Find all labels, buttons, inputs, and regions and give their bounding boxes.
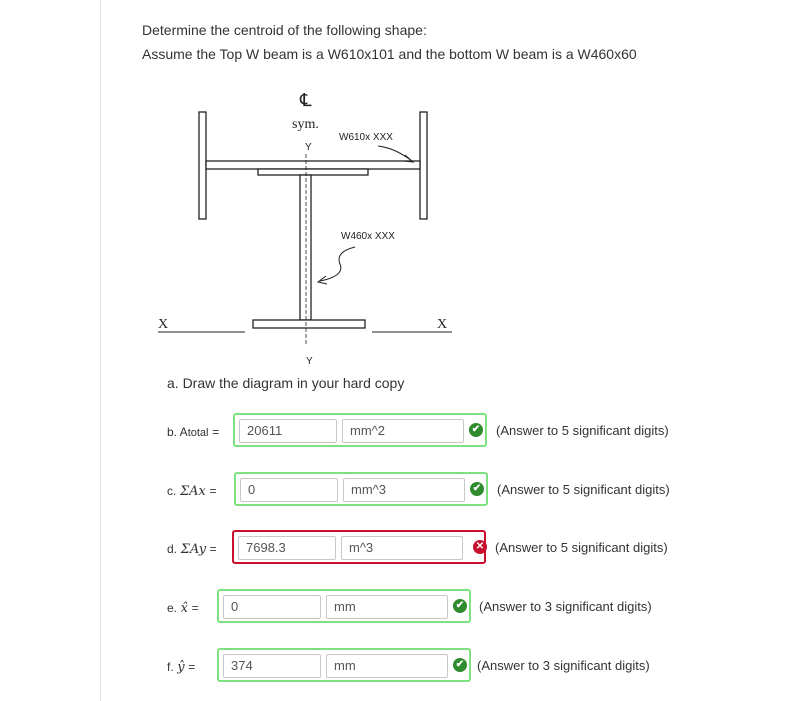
question-line-2: Assume the Top W beam is a W610x101 and the bottom W beam is a W460x60 (142, 46, 637, 62)
y-centroid-input[interactable]: 374 (223, 654, 321, 678)
area-total-hint: (Answer to 5 significant digits) (496, 423, 669, 438)
bottom-w-beam (253, 175, 365, 328)
area-total-input[interactable]: 20611 (239, 419, 337, 443)
sum-ay-unit-input[interactable]: m^3 (341, 536, 463, 560)
x-centroid-hint: (Answer to 3 significant digits) (479, 599, 652, 614)
top-beam-arrow (378, 146, 412, 161)
x-centroid-answer-box (217, 589, 471, 623)
y-centroid-label: f. ŷ = (167, 660, 196, 675)
check-icon: ✔ (469, 423, 483, 437)
part-a-instruction: a. Draw the diagram in your hard copy (167, 375, 405, 391)
x-right-label: X (437, 317, 448, 332)
sum-ax-answer-box (234, 472, 488, 506)
sym-label: sym. (292, 117, 319, 132)
x-centroid-input[interactable]: 0 (223, 595, 321, 619)
row-sum-ax (167, 472, 727, 510)
row-area-total (167, 413, 727, 451)
check-icon: ✔ (453, 658, 467, 672)
bottom-beam-arrow (320, 247, 355, 281)
row-sum-ay (167, 530, 727, 568)
x-left-label: X (158, 317, 169, 332)
sum-ay-answer-box (232, 530, 486, 564)
area-total-label: b. Atotal = (167, 425, 220, 439)
sum-ax-hint: (Answer to 5 significant digits) (497, 482, 670, 497)
beam-diagram (150, 84, 460, 369)
y-centroid-answer-box (217, 648, 471, 682)
sum-ay-label: d. ΣAy = (167, 542, 217, 557)
check-icon: ✔ (453, 599, 467, 613)
check-icon: ✔ (470, 482, 484, 496)
centerline-symbol: ℄ (300, 90, 312, 111)
bottom-y-label: Y (306, 356, 313, 367)
left-divider (100, 0, 101, 701)
bottom-beam-label: W460x XXX (341, 231, 395, 242)
row-y-centroid (167, 648, 727, 686)
y-centroid-hint: (Answer to 3 significant digits) (477, 658, 650, 673)
sum-ax-input[interactable]: 0 (240, 478, 338, 502)
x-centroid-label: e. x̂ = (167, 601, 199, 616)
question-line-1: Determine the centroid of the following shape: (142, 22, 427, 38)
y-centroid-unit-input[interactable]: mm (326, 654, 448, 678)
area-total-answer-box (233, 413, 487, 447)
top-beam-label: W610x XXX (339, 132, 393, 143)
top-y-label: Y (305, 142, 312, 153)
area-total-unit-input[interactable]: mm^2 (342, 419, 464, 443)
sum-ax-unit-input[interactable]: mm^3 (343, 478, 465, 502)
sum-ax-label: c. ΣAx = (167, 484, 217, 499)
sum-ay-input[interactable]: 7698.3 (238, 536, 336, 560)
sum-ay-hint: (Answer to 5 significant digits) (495, 540, 668, 555)
x-centroid-unit-input[interactable]: mm (326, 595, 448, 619)
row-x-centroid (167, 589, 727, 627)
x-icon: ✕ (473, 540, 487, 554)
